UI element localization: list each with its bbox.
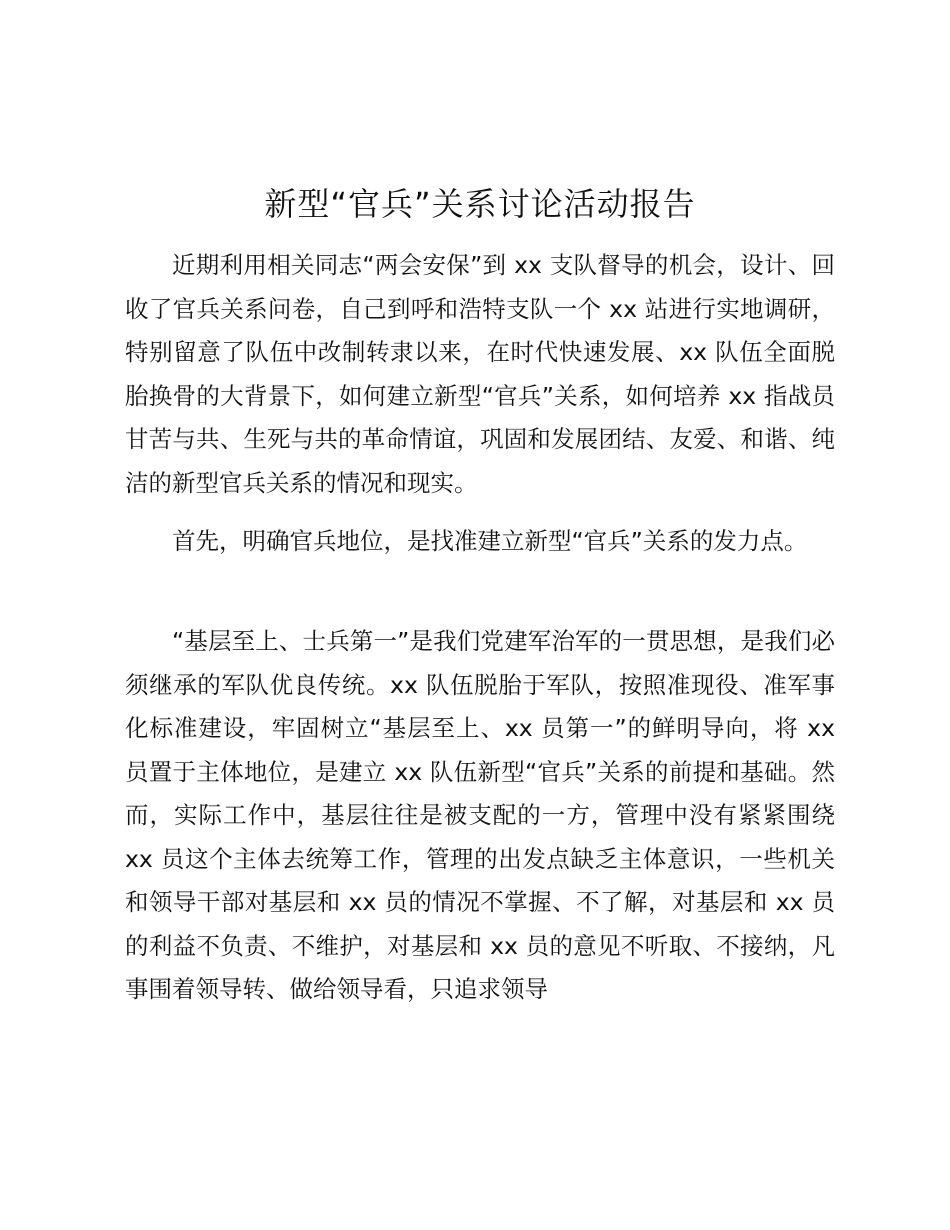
paragraph-first-point: 首先，明确官兵地位，是找准建立新型“官兵”关系的发力点。 (172, 527, 808, 555)
document-title: 新型“官兵”关系讨论活动报告 (264, 185, 696, 223)
paragraph-grassroots: “基层至上、士兵第一”是我们党建军治军的一贯思想，是我们必须继承的军队优良传统。xx 队伍脱胎于军队，按照准现役、准军事化标准建设，牢固树立“基层至上、xx 员第一”的鲜明导向，将 xx 员置于主体地位，是建立 xx 队伍新型“官兵”关系的前提和基础。然而，实际工作中，基层往往是被支配的一方，管理中没有紧紧围绕 xx 员这个主体去统筹工作，管理的出发点缺乏主体意识，一些机关和领导干部对基层和 xx 员的情况不掌握、不了解，对基层和 xx 员的利益不负责、不维护，对基层和 xx 员的意见不听取、不接纳，凡事围着领导转、做给领导看，只追求领导 (125, 627, 835, 1003)
paragraph-intro: 近期利用相关同志“两会安保”到 xx 支队督导的机会，设计、回收了官兵关系问卷，自己到呼和浩特支队一个 xx 站进行实地调研，特别留意了队伍中改制转隶以来，在时代快速发展、xx 队伍全面脱胎换骨的大背景下，如何建立新型“官兵”关系，如何培养 xx 指战员甘苦与共、生死与共的革命情谊，巩固和发展团结、友爱、和谐、纯洁的新型官兵关系的情况和现实。 (125, 251, 835, 497)
